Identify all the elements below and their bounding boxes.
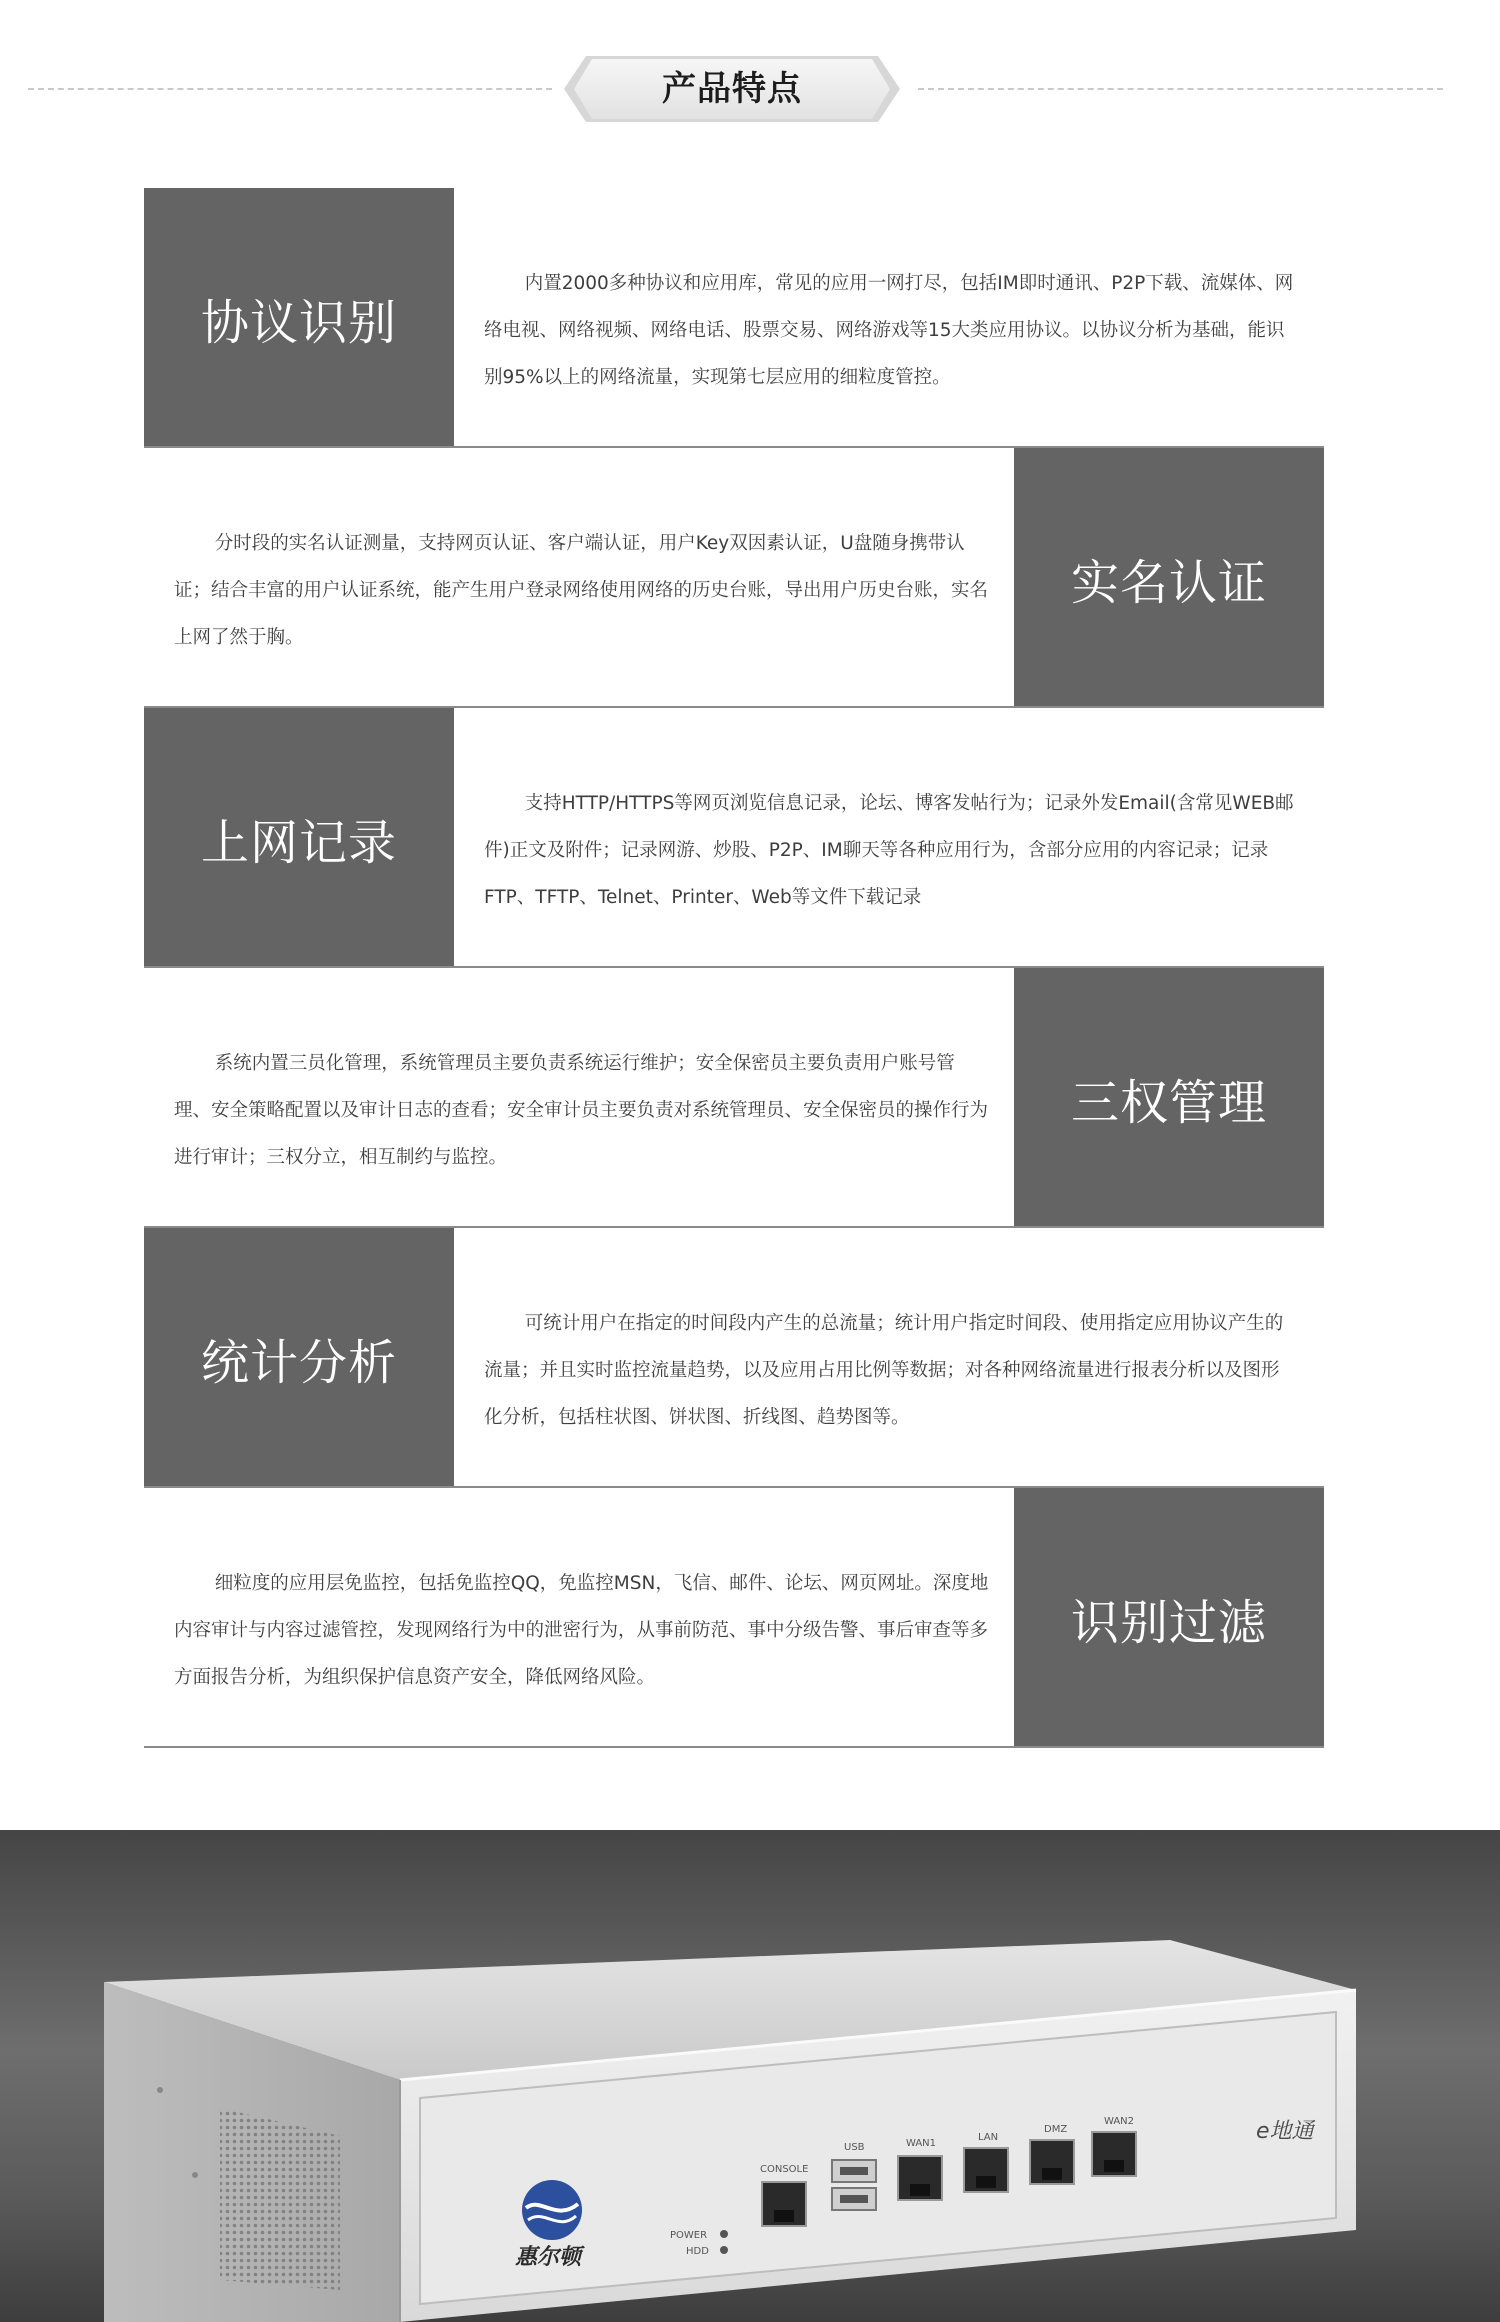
port-console — [760, 2164, 808, 2226]
feature-row — [144, 188, 1324, 448]
feature-description: 支持HTTP/HTTPS等网页浏览信息记录，论坛、博客发帖行为；记录外发Email(含常见WEB邮件)正文及附件；记录网游、炒股、P2P、IM聊天等各种应用行为，含部分应用的内容记录；记录FTP、TFTP、Telnet、Printer、Web等文件下载记录 — [484, 793, 1294, 908]
feature-description: 可统计用户在指定的时间段内产生的总流量；统计用户指定时间段、使用指定应用协议产生的流量；并且实时监控流量趋势，以及应用占用比例等数据；对各种网络流量进行报表分析以及图形化分析，包括柱状图、饼状图、折线图、趋势图等。 — [484, 1313, 1284, 1428]
network-appliance-image — [0, 1830, 1500, 2322]
product-mark: e地通 — [1256, 2119, 1314, 2144]
svg-text:WAN2: WAN2 — [1104, 2116, 1135, 2127]
svg-text:HDD: HDD — [686, 2246, 709, 2257]
feature-description: 分时段的实名认证测量，支持网页认证、客户端认证，用户Key双因素认证，U盘随身携带认证；结合丰富的用户认证系统，能产生用户登录网络使用网络的历史台账，导出用户历史台账，实名上网了然于胸。 — [174, 533, 989, 648]
feature-title: 识别过滤 — [1014, 1488, 1324, 1748]
feature-description: 内置2000多种协议和应用库，常见的应用一网打尽，包括IM即时通讯、P2P下载、流媒体、网络电视、网络视频、网络电话、股票交易、网络游戏等15大类应用协议。以协议分析为基础，能识别95%以上的网络流量，实现第七层应用的细粒度管控。 — [484, 273, 1294, 388]
feature-title: 上网记录 — [144, 708, 454, 968]
section-title: 产品特点 — [662, 69, 802, 109]
feature-list — [144, 188, 1324, 1748]
feature-description: 细粒度的应用层免监控，包括免监控QQ，免监控MSN，飞信、邮件、论坛、网页网址。深度地内容审计与内容过滤管控，发现网络行为中的泄密行为，从事前防范、事中分级告警、事后审查等多方面报告分析，为组织保护信息资产安全，降低网络风险。 — [174, 1573, 989, 1688]
feature-description: 系统内置三员化管理，系统管理员主要负责系统运行维护；安全保密员主要负责用户账号管理、安全策略配置以及审计日志的查看；安全审计员主要负责对系统管理员、安全保密员的操作行为进行审计；三权分立，相互制约与监控。 — [174, 1053, 989, 1168]
svg-text:DMZ: DMZ — [1044, 2124, 1068, 2135]
feature-title: 统计分析 — [144, 1228, 454, 1488]
svg-text:POWER: POWER — [670, 2230, 708, 2241]
header-divider-right — [918, 88, 1443, 90]
feature-row — [144, 708, 1324, 968]
feature-title: 实名认证 — [1014, 448, 1324, 708]
header-banner — [564, 56, 900, 122]
product-photo — [0, 1830, 1500, 2322]
feature-title: 协议识别 — [144, 188, 454, 448]
feature-row — [144, 1228, 1324, 1488]
svg-text:USB: USB — [844, 2142, 865, 2153]
svg-text:CONSOLE: CONSOLE — [760, 2164, 809, 2175]
feature-row — [144, 448, 1324, 708]
feature-title: 三权管理 — [1014, 968, 1324, 1228]
feature-row — [144, 968, 1324, 1228]
brand-name: 惠尔顿 — [515, 2245, 582, 2270]
row-divider — [144, 1746, 1324, 1748]
feature-row — [144, 1488, 1324, 1748]
svg-text:WAN1: WAN1 — [906, 2138, 937, 2149]
header-divider-left — [28, 88, 552, 90]
section-header — [0, 56, 1500, 122]
svg-text:LAN: LAN — [978, 2132, 999, 2143]
